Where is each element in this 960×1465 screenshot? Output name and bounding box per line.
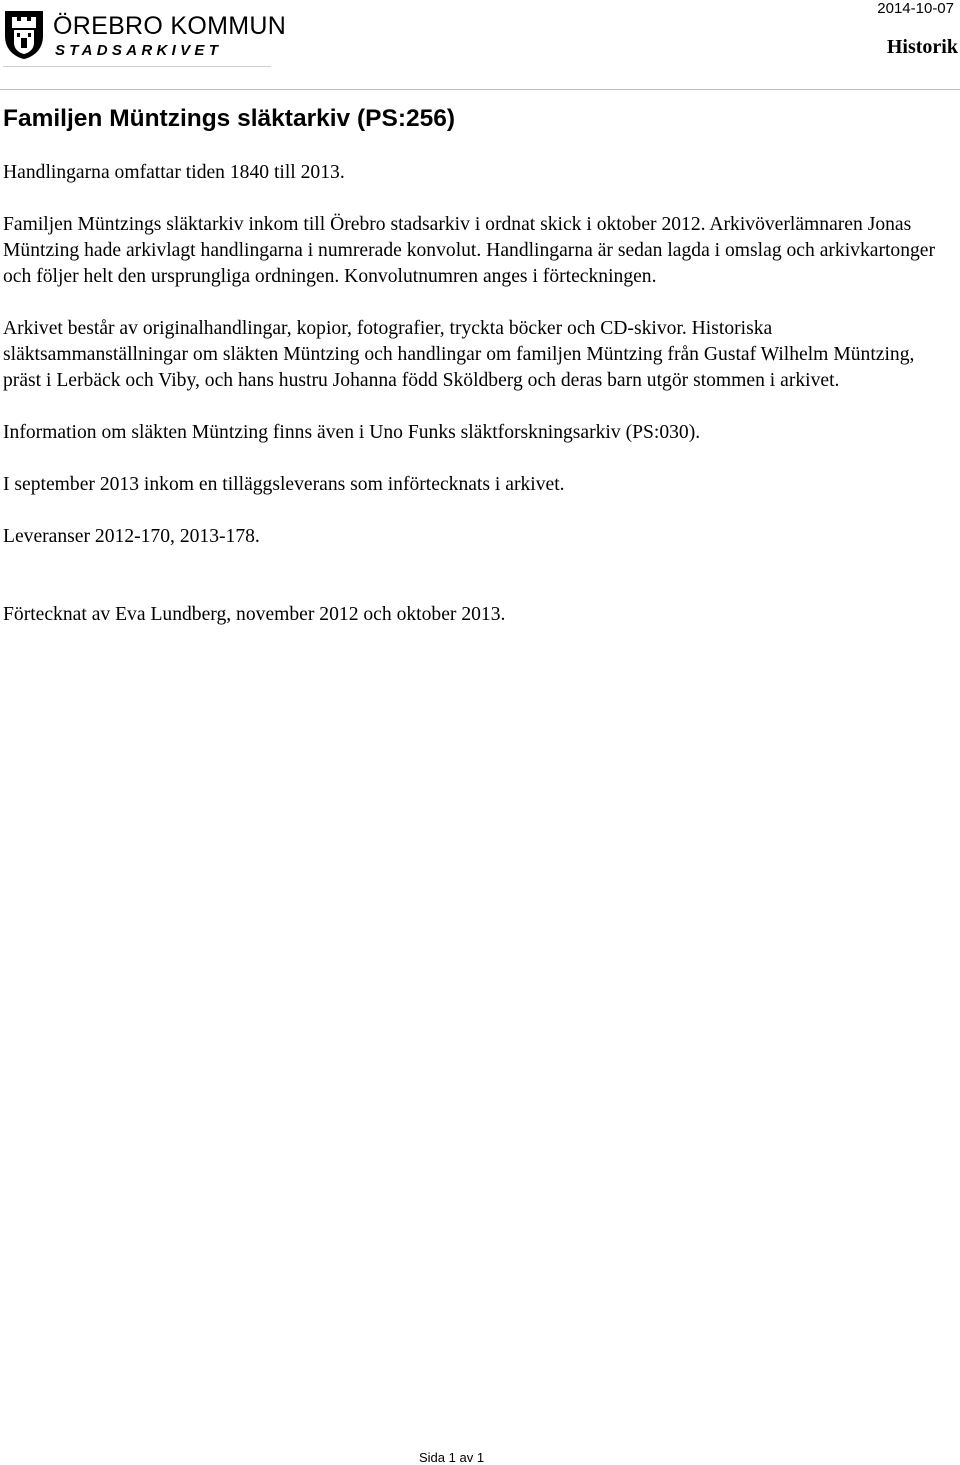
paragraph-compiled-by: Förtecknat av Eva Lundberg, november 2012 och oktober 2013. [3, 604, 506, 625]
page-header [0, 0, 960, 92]
page-number: Sida 1 av 1 [419, 1450, 485, 1465]
logo-subtitle: STADSARKIVET [55, 42, 223, 59]
document-body [3, 104, 955, 628]
paragraph-deliveries: Leveranser 2012-170, 2013-178. [3, 526, 260, 547]
print-date: 2014-10-07 [877, 0, 954, 17]
paragraph-related-archive: Information om släkten Müntzing finns även i Uno Funks släktforskningsarkiv (PS:030). [3, 422, 701, 443]
orebro-castle-emblem-icon [3, 8, 45, 60]
orebro-kommun-logo [3, 8, 287, 62]
section-title: Historik [886, 36, 958, 58]
logo-title: ÖREBRO KOMMUN [53, 12, 287, 40]
document-title: Familjen Müntzings släktarkiv (PS:256) [3, 105, 456, 132]
paragraph-time-span: Handlingarna omfattar tiden 1840 till 2013. [3, 162, 345, 183]
header-divider [0, 89, 960, 90]
logo-divider [3, 66, 271, 67]
paragraph-contents: Arkivet består av originalhandlingar, kopior, fotografier, tryckta böcker och CD-skivor. Historiska släktsammanställningar om släkten Müntzing och handlingar om familjen Müntzing från Gustaf Wilhelm Müntzing, präst i Lerbäck och Viby, och hans hustru Johanna född Sköldberg och deras barn utgör stommen i arkivet. [3, 318, 915, 391]
paragraph-arrival: Familjen Müntzings släktarkiv inkom till Örebro stadsarkiv i ordnat skick i oktober 2012. Arkivöverlämnaren Jonas Müntzing hade arkivlagt handlingarna i numrerade konvolut. Handlingarna är sedan lagda i omslag och arkivkartonger och följer helt den ursprungliga ordningen. Konvolutnumren anges i förteckningen. [3, 214, 936, 287]
paragraph-supplement: I september 2013 inkom en tilläggsleverans som införtecknats i arkivet. [3, 474, 565, 495]
